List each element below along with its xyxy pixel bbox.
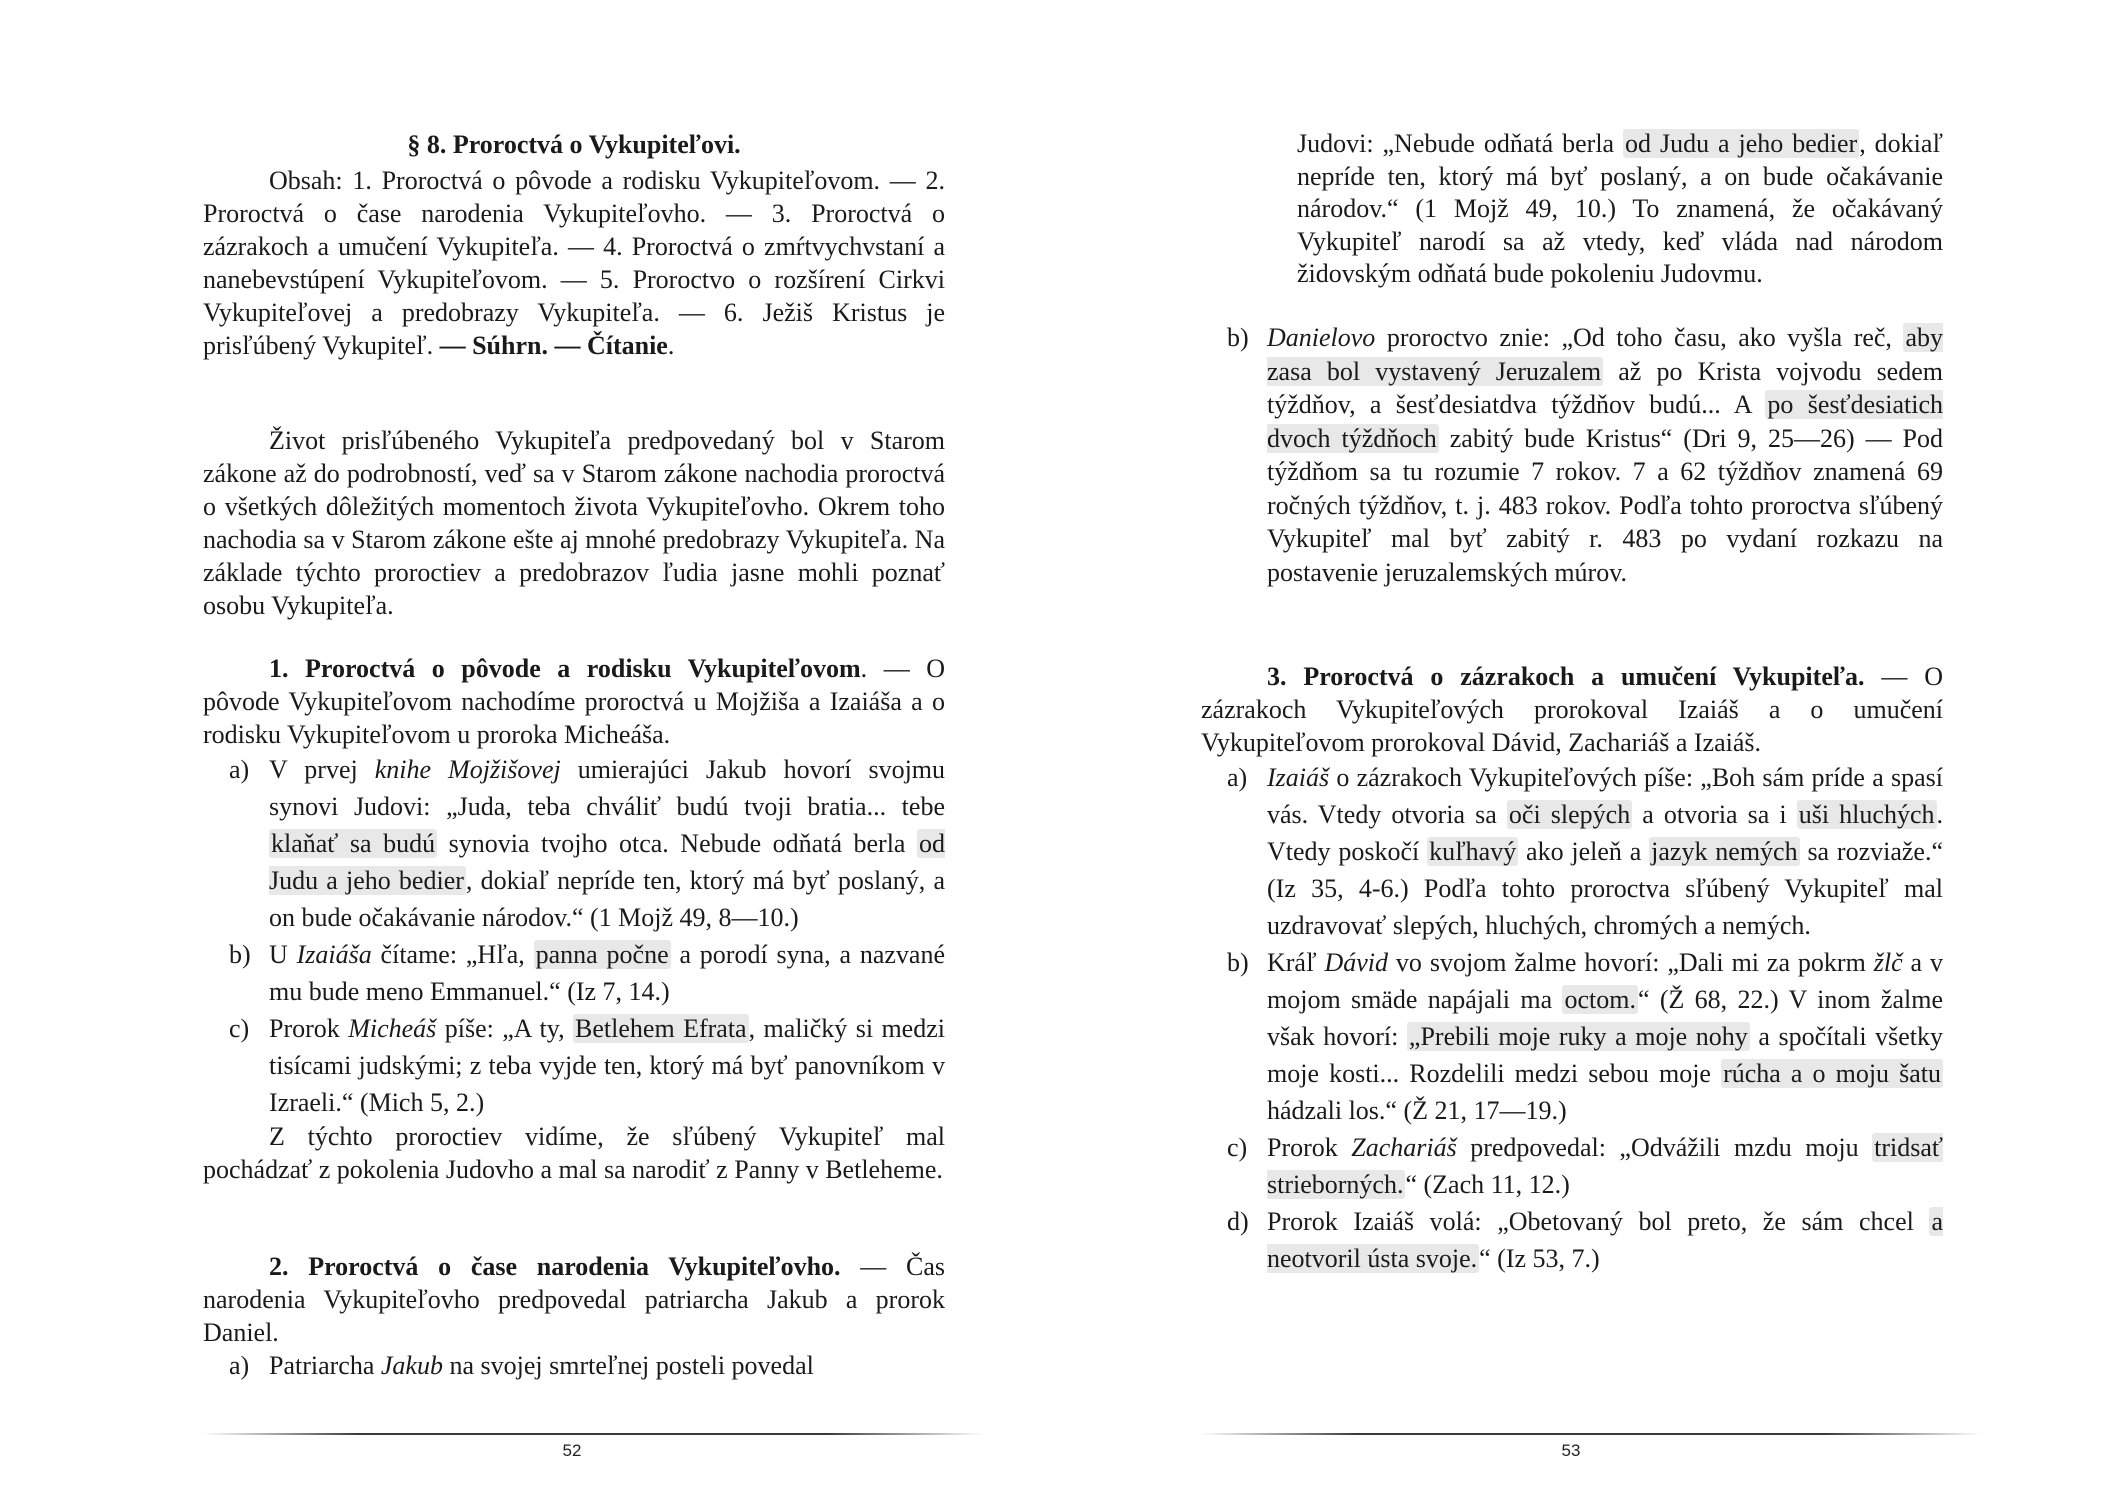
list-item bbox=[203, 751, 945, 936]
emphasis: Izaiáša bbox=[296, 940, 372, 969]
list-item bbox=[1201, 1129, 1943, 1203]
emphasis: Danielovo bbox=[1267, 323, 1376, 352]
highlight: jazyk nemých bbox=[1651, 837, 1798, 866]
text-run: a spočítali všetky moje kosti... Rozdelili medzi sebou moje bbox=[1267, 1022, 1944, 1088]
text-run: “ (Iz 53, 7.) bbox=[1479, 1244, 1600, 1273]
text-run: sa rozviaže.“ (Iz 35, 4-6.) Podľa tohto proroctva sľúbený Vykupiteľ mal uzdravovať slepých, hluchých, chromých a nemých. bbox=[1267, 837, 1944, 940]
text-run: , dokiaľ nepríde ten, ktorý má byť poslaný, a on bude očakávanie národov.“ (1 Mojž 49, 8—10.) bbox=[269, 866, 945, 932]
text-run: V prvej bbox=[269, 755, 375, 784]
text-run: “ (Zach 11, 12.) bbox=[1405, 1170, 1570, 1199]
footer-rule bbox=[203, 1433, 983, 1435]
text-run: čítame: „Hľa, bbox=[371, 940, 534, 969]
section3-intro: — O zázrakoch Vykupiteľových prorokoval Izaiáš a o umučení Vykupiteľovom prorokoval Dávid, Zachariáš a Izaiáš. bbox=[1201, 662, 1943, 757]
emphasis: Jakub bbox=[380, 1351, 443, 1380]
list-item bbox=[1201, 759, 1943, 944]
text-run: “ (Ž 68, 22.) V inom žalme však hovorí: bbox=[1267, 985, 1943, 1051]
section1-heading-paragraph bbox=[203, 652, 945, 751]
emphasis: Dávid bbox=[1324, 948, 1389, 977]
intro-paragraph: Život prisľúbeného Vykupiteľa predpovedaný bol v Starom zákone až do podrobností, veď sa v Starom zákone nachodia proroctvá o všetkých dôležitých momentoch života Vykupiteľovho. Okrem toho nachodia sa v Starom zákone ešte aj mnohé predobrazy Vykupiteľa. Na základe týchto proroctiev a predobrazov ľudia jasne mohli poznať osobu Vykupiteľa. bbox=[203, 426, 945, 620]
highlight: od Judu a jeho bedier bbox=[269, 829, 945, 895]
list-marker: b) bbox=[229, 940, 251, 969]
text-run: Prorok Izaiáš volá: „Obetovaný bol preto, že sám chcel bbox=[1267, 1207, 1930, 1236]
obsah-end: . bbox=[667, 331, 675, 360]
section2-heading: 2. Proroctvá o čase narodenia Vykupiteľovho. bbox=[269, 1252, 841, 1281]
section1-conclusion: Z týchto proroctiev vidíme, že sľúbený Vykupiteľ mal pochádzať z pokolenia Judovho a mal sa narodiť z Panny v Betleheme. bbox=[203, 1122, 945, 1184]
emphasis: Zachariáš bbox=[1351, 1133, 1457, 1162]
text-run: vo svojom žalme hovorí: „Dali mi za pokrm bbox=[1388, 948, 1874, 977]
list-item bbox=[203, 1010, 945, 1121]
highlight: rúcha a o moju šatu bbox=[1723, 1059, 1942, 1088]
obsah-suhrn-citanie: — Súhrn. — Čítanie bbox=[439, 331, 668, 360]
text-run: predpovedal: „Odvážili mzdu moju bbox=[1456, 1133, 1873, 1162]
emphasis: žlč bbox=[1873, 948, 1903, 977]
text-run: Kráľ bbox=[1267, 948, 1325, 977]
section1-intro: . — O pôvode Vykupiteľovom nachodíme proroctvá u Mojžiša a Izaiáša a o rodisku Vykupiteľovom u proroka Micheáša. bbox=[203, 654, 945, 749]
list-marker: d) bbox=[1227, 1207, 1249, 1236]
text-run: , maličký si medzi tisícami judskými; z teba vyjde ten, ktorý má byť panovníkom v Izraeli.“ (Mich 5, 2.) bbox=[269, 1014, 945, 1117]
emphasis: Micheáš bbox=[348, 1014, 437, 1043]
continuation-paragraph bbox=[1297, 128, 1943, 291]
text-run: . Vtedy poskočí bbox=[1267, 800, 1943, 866]
text-run: U bbox=[269, 940, 297, 969]
emphasis: Izaiáš bbox=[1267, 763, 1330, 792]
highlight: klaňať sa budú bbox=[271, 829, 436, 858]
right-page bbox=[1061, 0, 2122, 1500]
list-marker: b) bbox=[1227, 948, 1249, 977]
list-marker: a) bbox=[229, 1351, 250, 1380]
highlight: octom. bbox=[1564, 985, 1636, 1014]
list-item bbox=[1201, 944, 1943, 1129]
page-number: 53 bbox=[1561, 1441, 1581, 1460]
footer-rule bbox=[1201, 1433, 1981, 1435]
text-run: Patriarcha bbox=[269, 1351, 381, 1380]
highlight: „Prebili moje ruky a moje nohy bbox=[1408, 1022, 1748, 1051]
highlight: panna počne bbox=[535, 940, 669, 969]
section2-list-continued bbox=[1201, 321, 1943, 589]
section3-heading-paragraph bbox=[1201, 660, 1943, 759]
page-number: 52 bbox=[562, 1441, 582, 1460]
section1-heading: 1. Proroctvá o pôvode a rodisku Vykupiteľovom bbox=[269, 654, 861, 683]
list-marker: a) bbox=[229, 755, 250, 784]
text-run: zabitý bude Kristus“ (Dri 9, 25—26) — Pod týždňom sa tu rozumie 7 rokov. 7 a 62 týždňov znamená 69 ročných týždňov, t. j. 483 rokov. Podľa tohto proroctva sľúbený Vykupiteľ mal byť zabitý r. 483 po vydaní rozkazu na postavenie jeruzalemských múrov. bbox=[1267, 423, 1943, 587]
text-run: synovia tvojho otca. Nebude odňatá berla bbox=[437, 829, 917, 858]
text-run: o zázrakoch Vykupiteľových píše: „Boh sám príde a spasí vás. Vtedy otvoria sa bbox=[1267, 763, 1943, 829]
highlight: tridsať strieborných. bbox=[1267, 1133, 1943, 1199]
text-run: až po Krista vojvodu sedem týždňov, a šesťdesiatdva týždňov budú... A bbox=[1267, 356, 1943, 419]
list-item bbox=[1201, 321, 1943, 589]
list-item bbox=[203, 1349, 945, 1382]
list-marker: b) bbox=[1227, 323, 1249, 352]
text-run: proroctvo znie: „Od toho času, ako vyšla reč, bbox=[1375, 323, 1904, 352]
list-marker: c) bbox=[229, 1014, 250, 1043]
highlight: aby zasa bol vystavený Jeruzalem bbox=[1267, 323, 1943, 386]
text-run: a porodí syna, a nazvané mu bude meno Emmanuel.“ (Iz 7, 14.) bbox=[269, 940, 946, 1006]
highlight: Betlehem Efrata bbox=[575, 1014, 747, 1043]
highlight: od Judu a jeho bedier bbox=[1625, 129, 1858, 158]
section3-heading: 3. Proroctvá o zázrakoch a umučení Vykupiteľa. bbox=[1267, 662, 1865, 691]
list-marker: a) bbox=[1227, 763, 1248, 792]
page-title: § 8. Proroctvá o Vykupiteľovi. bbox=[407, 130, 741, 159]
highlight: uši hluchých bbox=[1798, 800, 1935, 829]
emphasis: knihe Mojžišovej bbox=[374, 755, 561, 784]
list-item bbox=[203, 936, 945, 1010]
text-run: píše: „A ty, bbox=[436, 1014, 574, 1043]
list-item bbox=[1201, 1203, 1943, 1277]
section3-list bbox=[1201, 759, 1943, 1277]
obsah-paragraph bbox=[203, 164, 945, 362]
highlight: oči slepých bbox=[1508, 800, 1631, 829]
highlight: kuľhavý bbox=[1429, 837, 1517, 866]
text-run: hádzali los.“ (Ž 21, 17—19.) bbox=[1267, 1096, 1567, 1125]
text-run: , dokiaľ nepríde ten, ktorý má byť poslaný, a on bude očakávanie národov.“ (1 Mojž 49, 10.) To znamená, že očakávaný Vykupiteľ narodí sa až vtedy, keď vláda nad národom židovským odňatá bude pokoleniu Judovmu. bbox=[1297, 129, 1943, 288]
text-run: Judovi: „Nebude odňatá berla bbox=[1297, 129, 1624, 158]
obsah-intro: Obsah: 1. Proroctvá o pôvode a rodisku Vykupiteľovom. — 2. Proroctvá o čase narodenia Vykupiteľovho. — 3. Proroctvá o zázrakoch a umučení Vykupiteľa. — 4. Proroctvá o zmŕtvychvstaní a nanebevstúpení Vykupiteľovom. — 5. Proroctvo o rozšírení Cirkvi Vykupiteľovej a predobrazy Vykupiteľa. — 6. Ježiš Kristus je prisľúbený Vykupiteľ. bbox=[203, 166, 945, 360]
text-run: umierajúci Jakub hovorí svojmu synovi Judovi: „Juda, teba chváliť budú tvoji bratia... tebe bbox=[269, 755, 946, 821]
text-run: Prorok bbox=[1267, 1133, 1352, 1162]
text-run: Prorok bbox=[269, 1014, 349, 1043]
text-run: a otvoria sa i bbox=[1632, 800, 1797, 829]
section2-heading-paragraph bbox=[203, 1250, 945, 1349]
text-run: na svojej smrteľnej posteli povedal bbox=[442, 1351, 814, 1380]
section2-list bbox=[203, 1349, 945, 1382]
highlight: po šesťdesiatich dvoch týždňoch bbox=[1267, 390, 1944, 453]
text-run: a v mojom smäde napájali ma bbox=[1267, 948, 1944, 1014]
highlight: a neotvoril ústa svoje. bbox=[1267, 1207, 1943, 1273]
list-marker: c) bbox=[1227, 1133, 1248, 1162]
section1-list bbox=[203, 751, 945, 1121]
text-run: ako jeleň a bbox=[1518, 837, 1650, 866]
section2-intro: — Čas narodenia Vykupiteľovho predpovedal patriarcha Jakub a prorok Daniel. bbox=[203, 1252, 945, 1347]
